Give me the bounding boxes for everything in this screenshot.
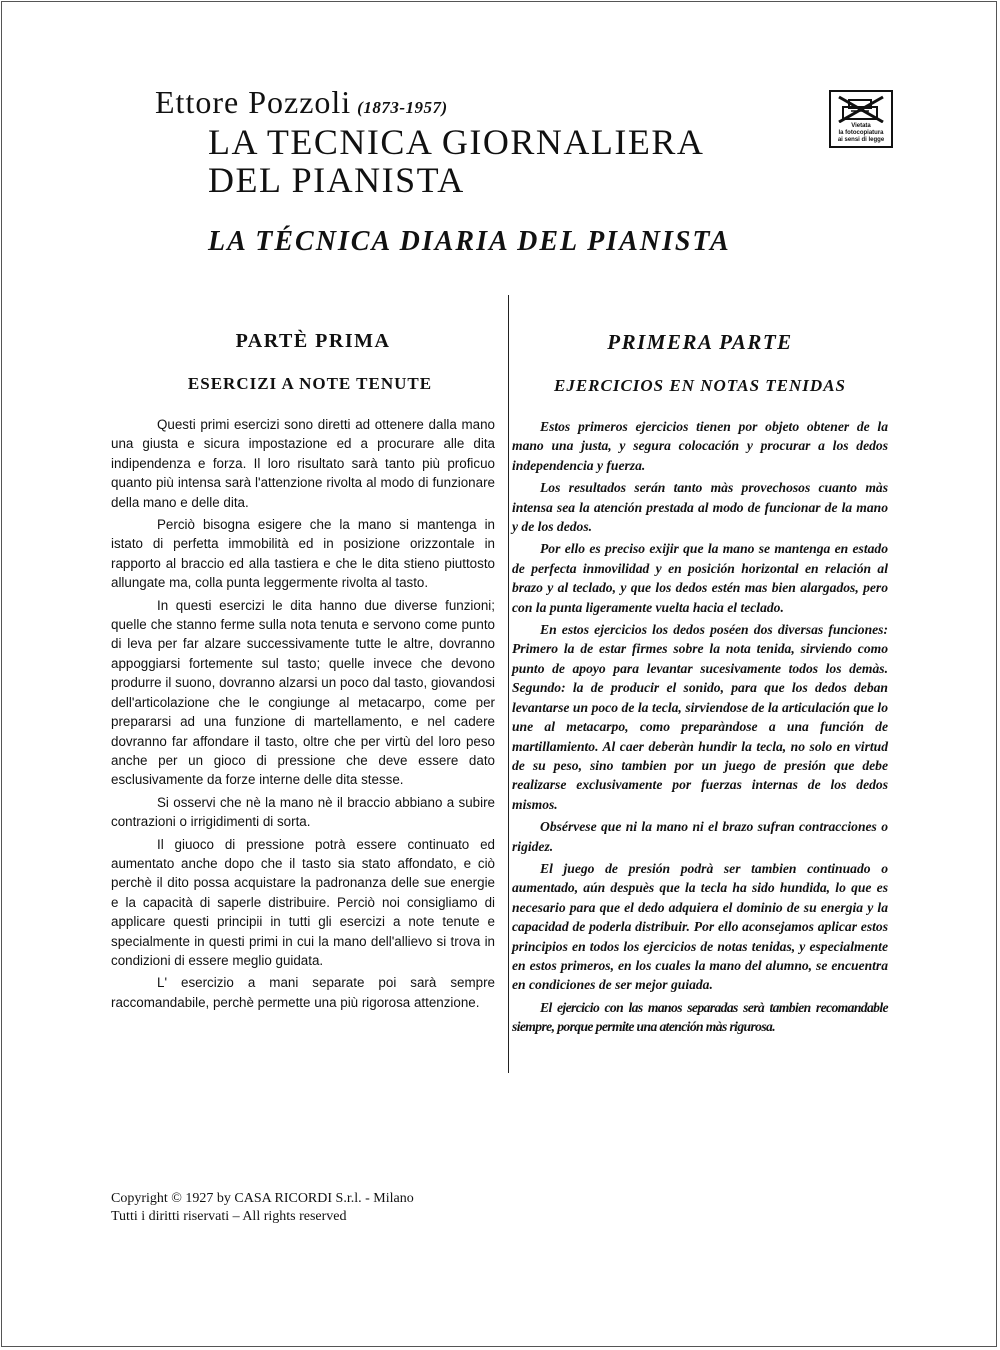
- stamp-text: [831, 123, 891, 144]
- spanish-paragraph: El juego de presión podrà ser tambien continuado o aumentado, aún despuès que la tecla ha sido hundida, lo que es necesario para que el dedo adquiera el dominio de su energia y la capacidad de poderla distribuir. Por ello aconsejamos aplicar estos principios en todos los ejercicios de notas tenidas, y especialmente en estos primeros, en los cuales la mano del alumno, se encuentra en condiciones de ser mejor guiada.: [512, 860, 888, 993]
- copyright-line-1: Copyright © 1927 by CASA RICORDI S.r.l. - Milano: [111, 1191, 414, 1206]
- spanish-subheading: EJERCICIOS EN NOTAS TENIDAS: [553, 376, 846, 395]
- spanish-paragraph: Los resultados serán tanto màs provechosos cuanto màs intensa sea la atención prestada al modo de funcionar de la mano y de los dedos.: [512, 480, 888, 535]
- italian-paragraph: In questi esercizi le dita hanno due diverse funzioni; quelle che stanno ferme sulla nota tenuta e servono come punto di leva per far alzare successivamente tutte le altre, dovranno appoggiarsi fortemente sul tasto; quelle invece che devono produrre il suono, dovranno alzarsi un poco dal tasto, giovandosi dell'articolazione che le congiunge al metacarpo, come per prepararsi ad una funzione di martellamento, e nel cadere dovranno far affondare il tasto, oltre che per virtù del loro peso anche per un gioco di pressione che deve essere dato esclusivamente da forze interne delle dita stesse.: [111, 597, 495, 788]
- spanish-part-heading: PRIMERA PARTE: [607, 330, 793, 354]
- title-italian-line-2: DEL PIANISTA: [208, 160, 465, 200]
- italian-paragraph: Perciò bisogna esigere che la mano si mantenga in istato di perfetta immobilità ed in posizione orizzontale in rapporto al braccio ed alla tastiera e che le dita stieno piuttosto allungate ma, colla punta leggermente rivolta al tasto.: [111, 517, 495, 591]
- italian-part-heading: PARTÈ PRIMA: [235, 330, 391, 352]
- stamp-text-line: ai sensi di legge: [837, 137, 885, 143]
- spanish-paragraph: Por ello es preciso exijir que la mano se mantenga en estado de perfecta inmovilidad y en posición horizontal en relación al brazo y al teclado, y que los dedos estén mas bien alargados, pero con la punta ligeramente vuelta hacia el teclado.: [512, 541, 888, 615]
- spanish-paragraph: En estos ejercicios los dedos poséen dos diversas funciones: Primero la de estar firmes sobre la nota tenida, sirviendo como punto de apoyo para levantar sucesivamente todos los demàs. Segundo: la de producir el sonido, para que los dedos deban levantarse un poco de la tecla, sirviendose de la articulación que lo une al metacarpo, como preparàndose a una función de martillamiento. Al caer deberàn hundir la tecla, no solo en virtud de su peso, sino tambien por un juego de presión que debe realizarse exclusivamente por fuerzas internas de los dedos mismos.: [512, 622, 888, 812]
- stamp-text-line: la fotocopiatura: [838, 130, 884, 136]
- stamp-text-line: Vietata: [851, 123, 871, 129]
- title-italian-line-1: LA TECNICA GIORNALIERA: [208, 122, 705, 162]
- italian-column: [111, 330, 495, 1015]
- composer-dates: (1873-1957): [357, 98, 448, 117]
- italian-paragraph: Il giuoco di pressione potrà essere continuato ed aumentato anche dopo che il tasto sia stato affondato, e ciò perchè il dito possa acquistare la padronanza delle sue energie e la capacità di saperle distribuire. Perciò noi consigliamo di applicare questi principii in tutti gli esercizi a note tenute e specialmente in questi primi in cui la mano dell'allievo si trova in condizioni di essere meglio guidata.: [111, 836, 495, 968]
- italian-paragraph: L' esercizio a mani separate poi sarà sempre raccomandabile, perchè permette una più rigorosa attenzione.: [111, 975, 495, 1010]
- italian-paragraph: Questi primi esercizi sono diretti ad ottenere dalla mano una giusta e sicura impostazione ed a procurare alle dita indipendenza e forza. Il loro risultato sarà tanto più proficuo quanto più intensa sarà l'attenzione rivolta al modo di funzionare della mano e delle dita.: [111, 417, 495, 510]
- copyright-notice: [111, 1190, 414, 1226]
- spanish-paragraph: Estos primeros ejercicios tienen por objeto obtener de la mano una justa, y segura colocación y procurar a los dedos independencia y fuerza.: [512, 419, 888, 473]
- spanish-paragraph: El ejercicio con las manos separadas serà tambien recomandable siempre, porque permite una atención màs rigurosa.: [512, 999, 888, 1035]
- italian-subheading: ESERCIZI A NOTE TENUTE: [187, 374, 433, 393]
- spanish-body: [512, 417, 888, 1037]
- copyright-line-2: Tutti i diritti riservati – All rights reserved: [111, 1209, 347, 1224]
- composer-line: [155, 84, 448, 121]
- composer-name: Ettore Pozzoli: [155, 84, 352, 120]
- italian-paragraph: Si osservi che nè la mano nè il braccio abbiano a subire contrazioni o irrigidimenti di sorta.: [111, 794, 495, 830]
- title-spanish: LA TÉCNICA DIARIA DEL PIANISTA: [208, 226, 731, 257]
- column-divider: [508, 295, 509, 1073]
- copyright-stamp: [829, 90, 893, 148]
- spanish-column: [512, 330, 888, 1040]
- italian-body: [111, 415, 495, 1012]
- spanish-paragraph: Obsérvese que ni la mano ni el brazo sufran contracciones o rigidez.: [512, 819, 888, 854]
- crossed-out-photocopier-icon: [837, 95, 885, 123]
